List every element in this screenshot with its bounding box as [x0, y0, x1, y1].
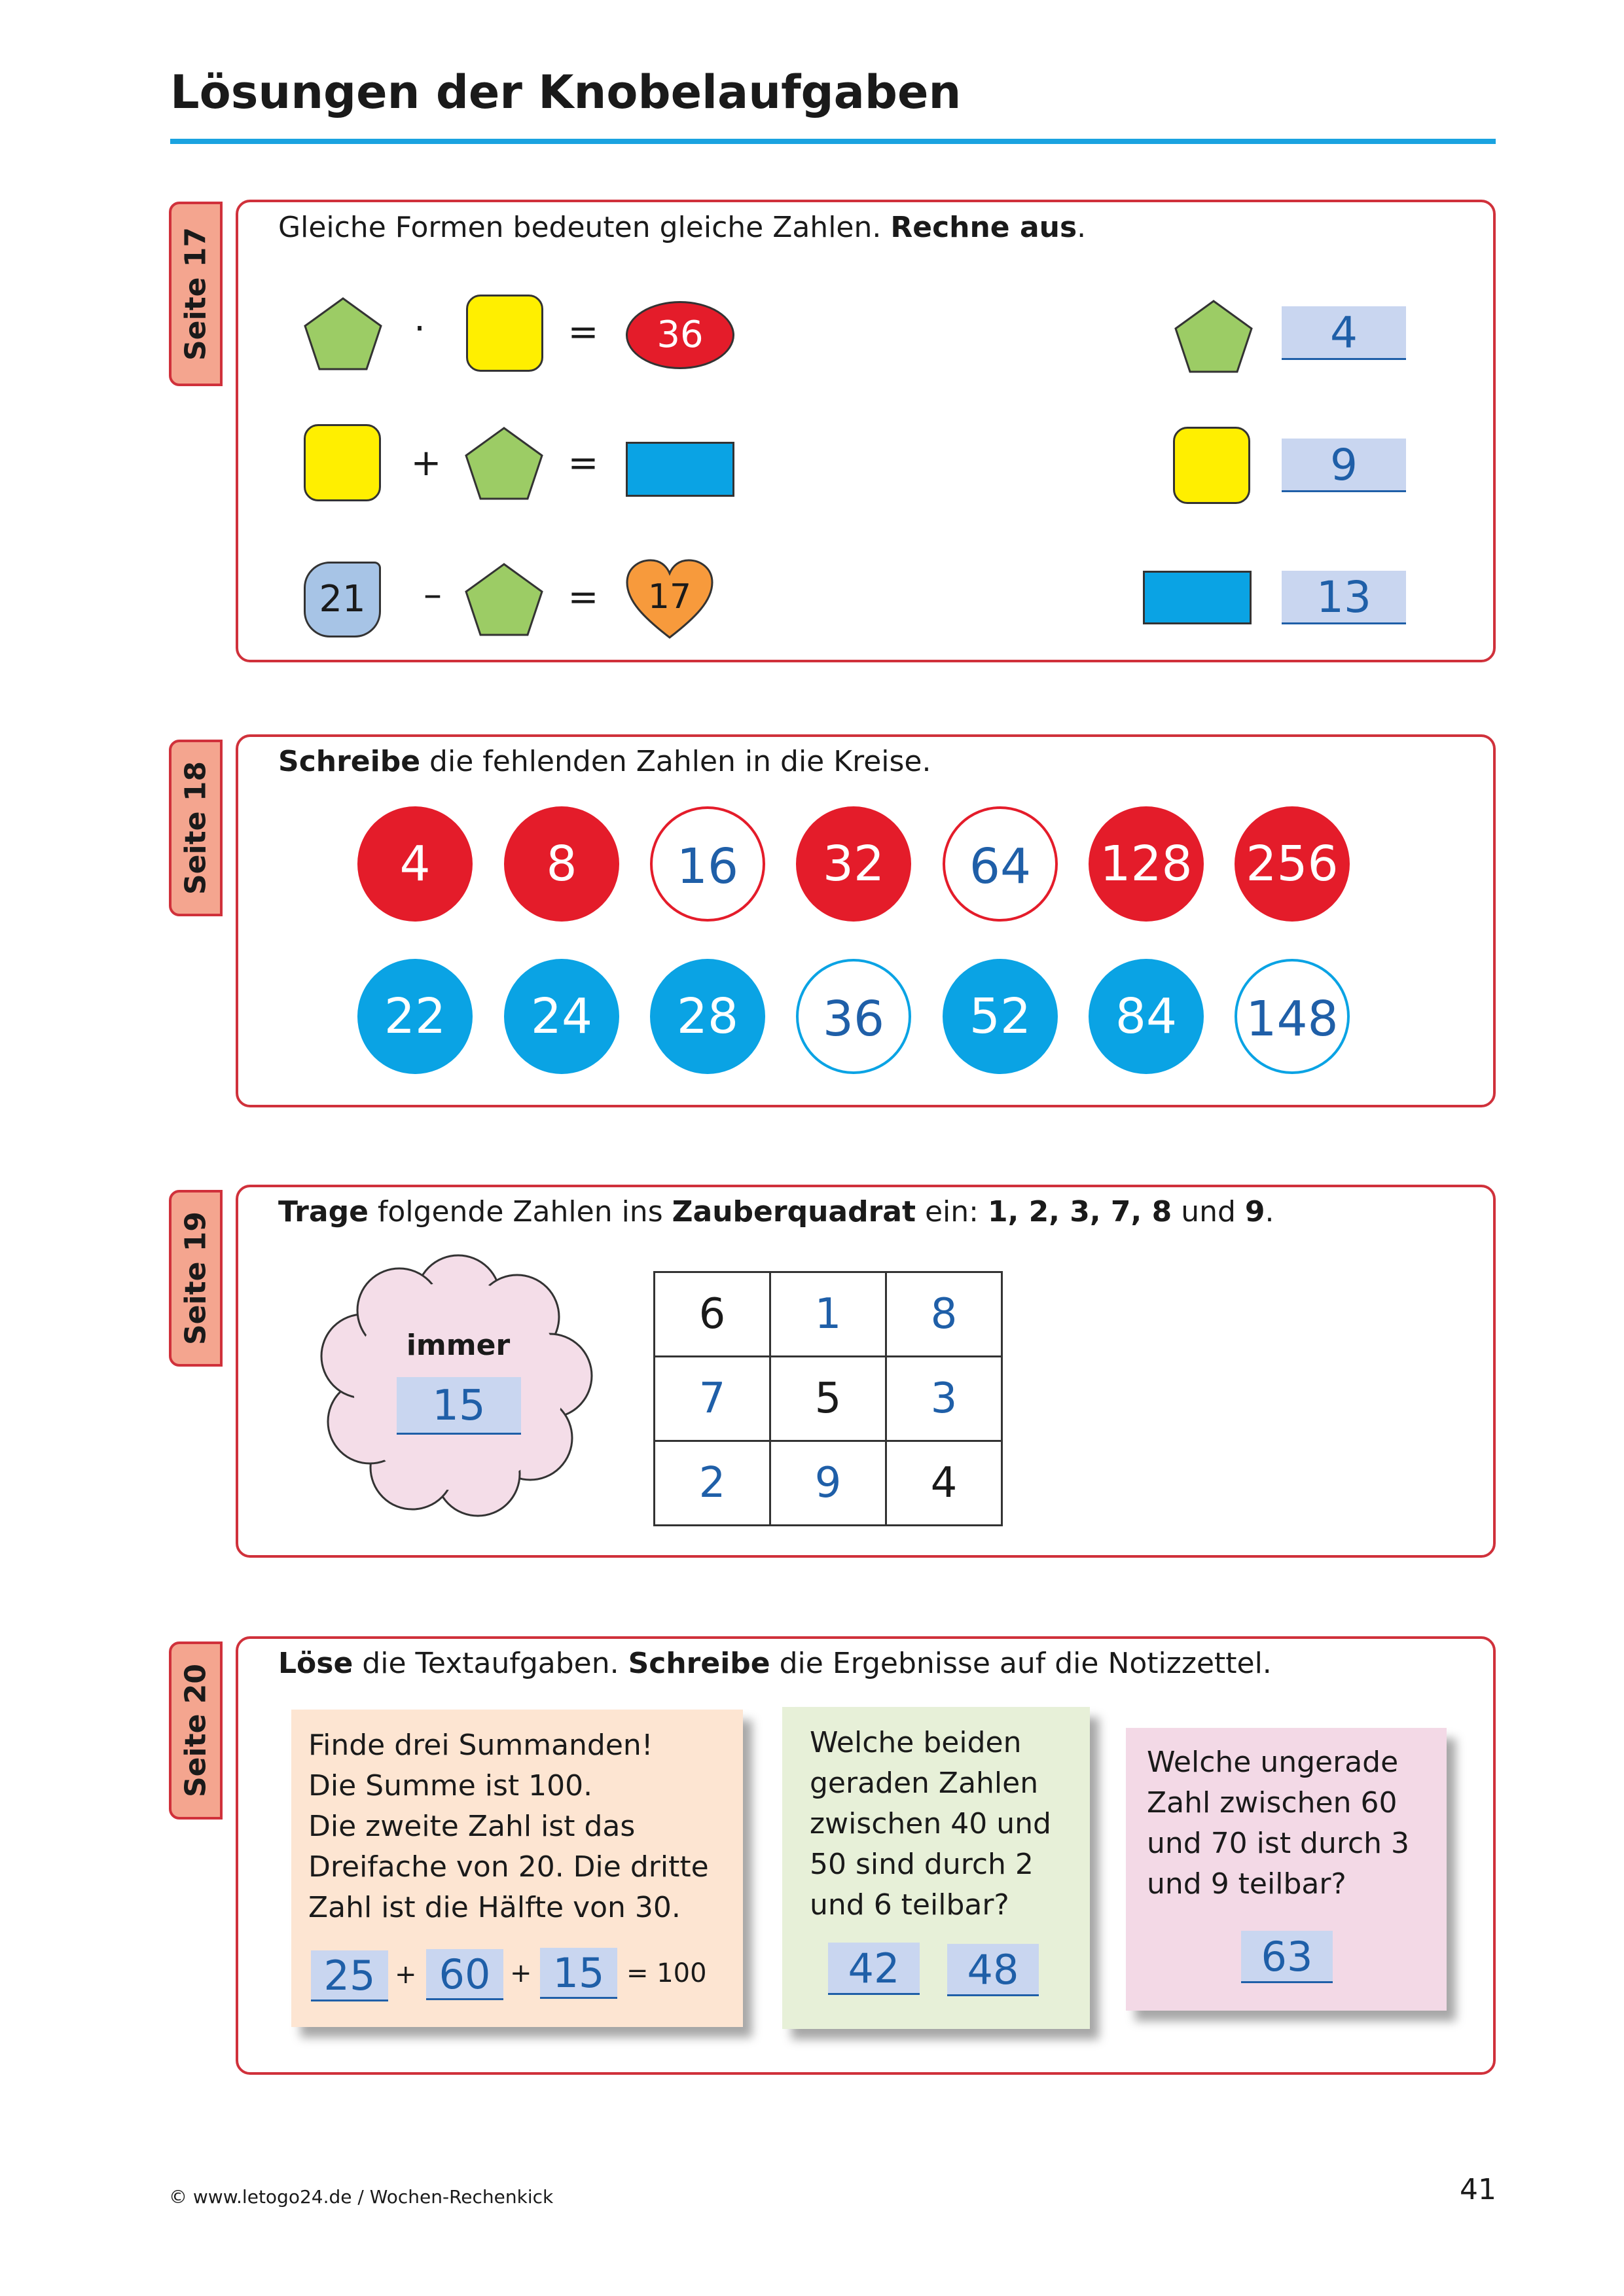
note1-answer-1: 25 [311, 1950, 388, 2001]
page-number: 41 [1460, 2173, 1496, 2206]
sticky-note-1 [291, 1710, 743, 2027]
footer-copyright: © www.letogo24.de / Wochen-Rechenkick [169, 2186, 554, 2208]
equals-sign: = [568, 576, 599, 619]
note-line: zwischen 40 und [810, 1807, 1051, 1840]
sequence-circle: 84 [1089, 959, 1204, 1074]
sequence-circle: 256 [1235, 806, 1350, 922]
tab-seite-19: Seite 19 [169, 1190, 223, 1367]
magic-cell-answer: 2 [655, 1441, 770, 1526]
plus-sign: + [395, 1960, 417, 1990]
flower-answer: 15 [397, 1377, 521, 1435]
magic-cell-answer: 9 [770, 1441, 886, 1526]
square-icon [1173, 427, 1250, 504]
heart-value: 17 [647, 577, 692, 617]
note3-answer: 63 [1241, 1931, 1333, 1983]
instruction-18: Schreibe die fehlenden Zahlen in die Kreise. [278, 745, 931, 778]
magic-cell: 6 [655, 1272, 770, 1357]
note-line: Finde drei Summanden! [308, 1729, 653, 1762]
note1-sum: = 100 [626, 1958, 707, 1988]
sequence-circle: 28 [650, 959, 765, 1074]
instruction-17: Gleiche Formen bedeuten gleiche Zahlen. Rechne aus. [278, 211, 1087, 244]
tab-seite-20: Seite 20 [169, 1641, 223, 1820]
flower-label: immer [406, 1329, 511, 1362]
note-line: Die zweite Zahl ist das [308, 1810, 636, 1843]
note1-answer-3: 15 [540, 1948, 617, 1999]
note2-answer-2: 48 [947, 1944, 1039, 1996]
sequence-circle: 24 [504, 959, 619, 1074]
sequence-circle: 22 [357, 959, 473, 1074]
sequence-circle: 32 [796, 806, 911, 922]
note1-answer-2: 60 [426, 1949, 503, 2000]
note-line: 50 sind durch 2 [810, 1848, 1034, 1881]
rectangle-icon [1143, 571, 1252, 624]
sequence-circle-answer: 16 [650, 806, 765, 922]
note-line: und 6 teilbar? [810, 1888, 1009, 1922]
sticky-note-2 [782, 1707, 1090, 2029]
magic-cell-answer: 8 [886, 1272, 1002, 1357]
sequence-circle-answer: 36 [796, 959, 911, 1074]
note-line: Dreifache von 20. Die dritte [308, 1850, 709, 1884]
plus-sign: + [410, 442, 442, 484]
magic-square [653, 1271, 1003, 1526]
square-icon [304, 424, 381, 501]
note2-answer-1: 42 [828, 1943, 920, 1995]
minus-sign: – [424, 573, 442, 616]
instruction-19: Trage folgende Zahlen ins Zauberquadrat ein: 1, 2, 3, 7, 8 und 9. [278, 1195, 1274, 1229]
note-line: und 9 teilbar? [1147, 1867, 1346, 1901]
sticky-note-3 [1126, 1728, 1447, 2011]
sequence-circle: 128 [1089, 806, 1204, 922]
note-line: Welche ungerade [1147, 1746, 1399, 1779]
note-line: Welche beiden [810, 1726, 1022, 1759]
title-divider [170, 139, 1496, 144]
answer-pentagon: 4 [1282, 306, 1406, 360]
equals-sign: = [568, 442, 599, 484]
pentagon-icon [463, 562, 545, 637]
note-line: Die Summe ist 100. [308, 1769, 593, 1803]
magic-cell: 4 [886, 1441, 1002, 1526]
multiply-sign: · [414, 308, 425, 350]
answer-rectangle: 13 [1282, 571, 1406, 624]
magic-cell: 5 [770, 1357, 886, 1441]
sequence-circle-answer: 148 [1235, 959, 1350, 1074]
magic-cell-answer: 1 [770, 1272, 886, 1357]
sequence-circle: 4 [357, 806, 473, 922]
note-line: und 70 ist durch 3 [1147, 1827, 1410, 1860]
start-number-shape: 21 [304, 562, 381, 637]
tab-seite-17: Seite 17 [169, 202, 223, 386]
page-title: Lösungen der Knobelaufgaben [170, 65, 962, 119]
plus-sign: + [510, 1958, 532, 1988]
result-oval: 36 [626, 301, 734, 369]
magic-cell-answer: 3 [886, 1357, 1002, 1441]
note-line: Zahl ist die Hälfte von 30. [308, 1891, 681, 1924]
note-line: Zahl zwischen 60 [1147, 1786, 1398, 1820]
instruction-20: Löse die Textaufgaben. Schreibe die Ergebnisse auf die Notizzettel. [278, 1647, 1272, 1680]
sequence-circle: 52 [943, 959, 1058, 1074]
pentagon-icon [302, 296, 384, 372]
square-icon [466, 295, 543, 372]
magic-cell-answer: 7 [655, 1357, 770, 1441]
tab-seite-18: Seite 18 [169, 740, 223, 916]
pentagon-icon [463, 425, 545, 501]
answer-square: 9 [1282, 439, 1406, 492]
note-line: geraden Zahlen [810, 1767, 1039, 1800]
rectangle-icon [626, 442, 734, 497]
sequence-circle: 8 [504, 806, 619, 922]
pentagon-icon [1173, 298, 1254, 374]
sequence-circle-answer: 64 [943, 806, 1058, 922]
equals-sign: = [568, 311, 599, 353]
